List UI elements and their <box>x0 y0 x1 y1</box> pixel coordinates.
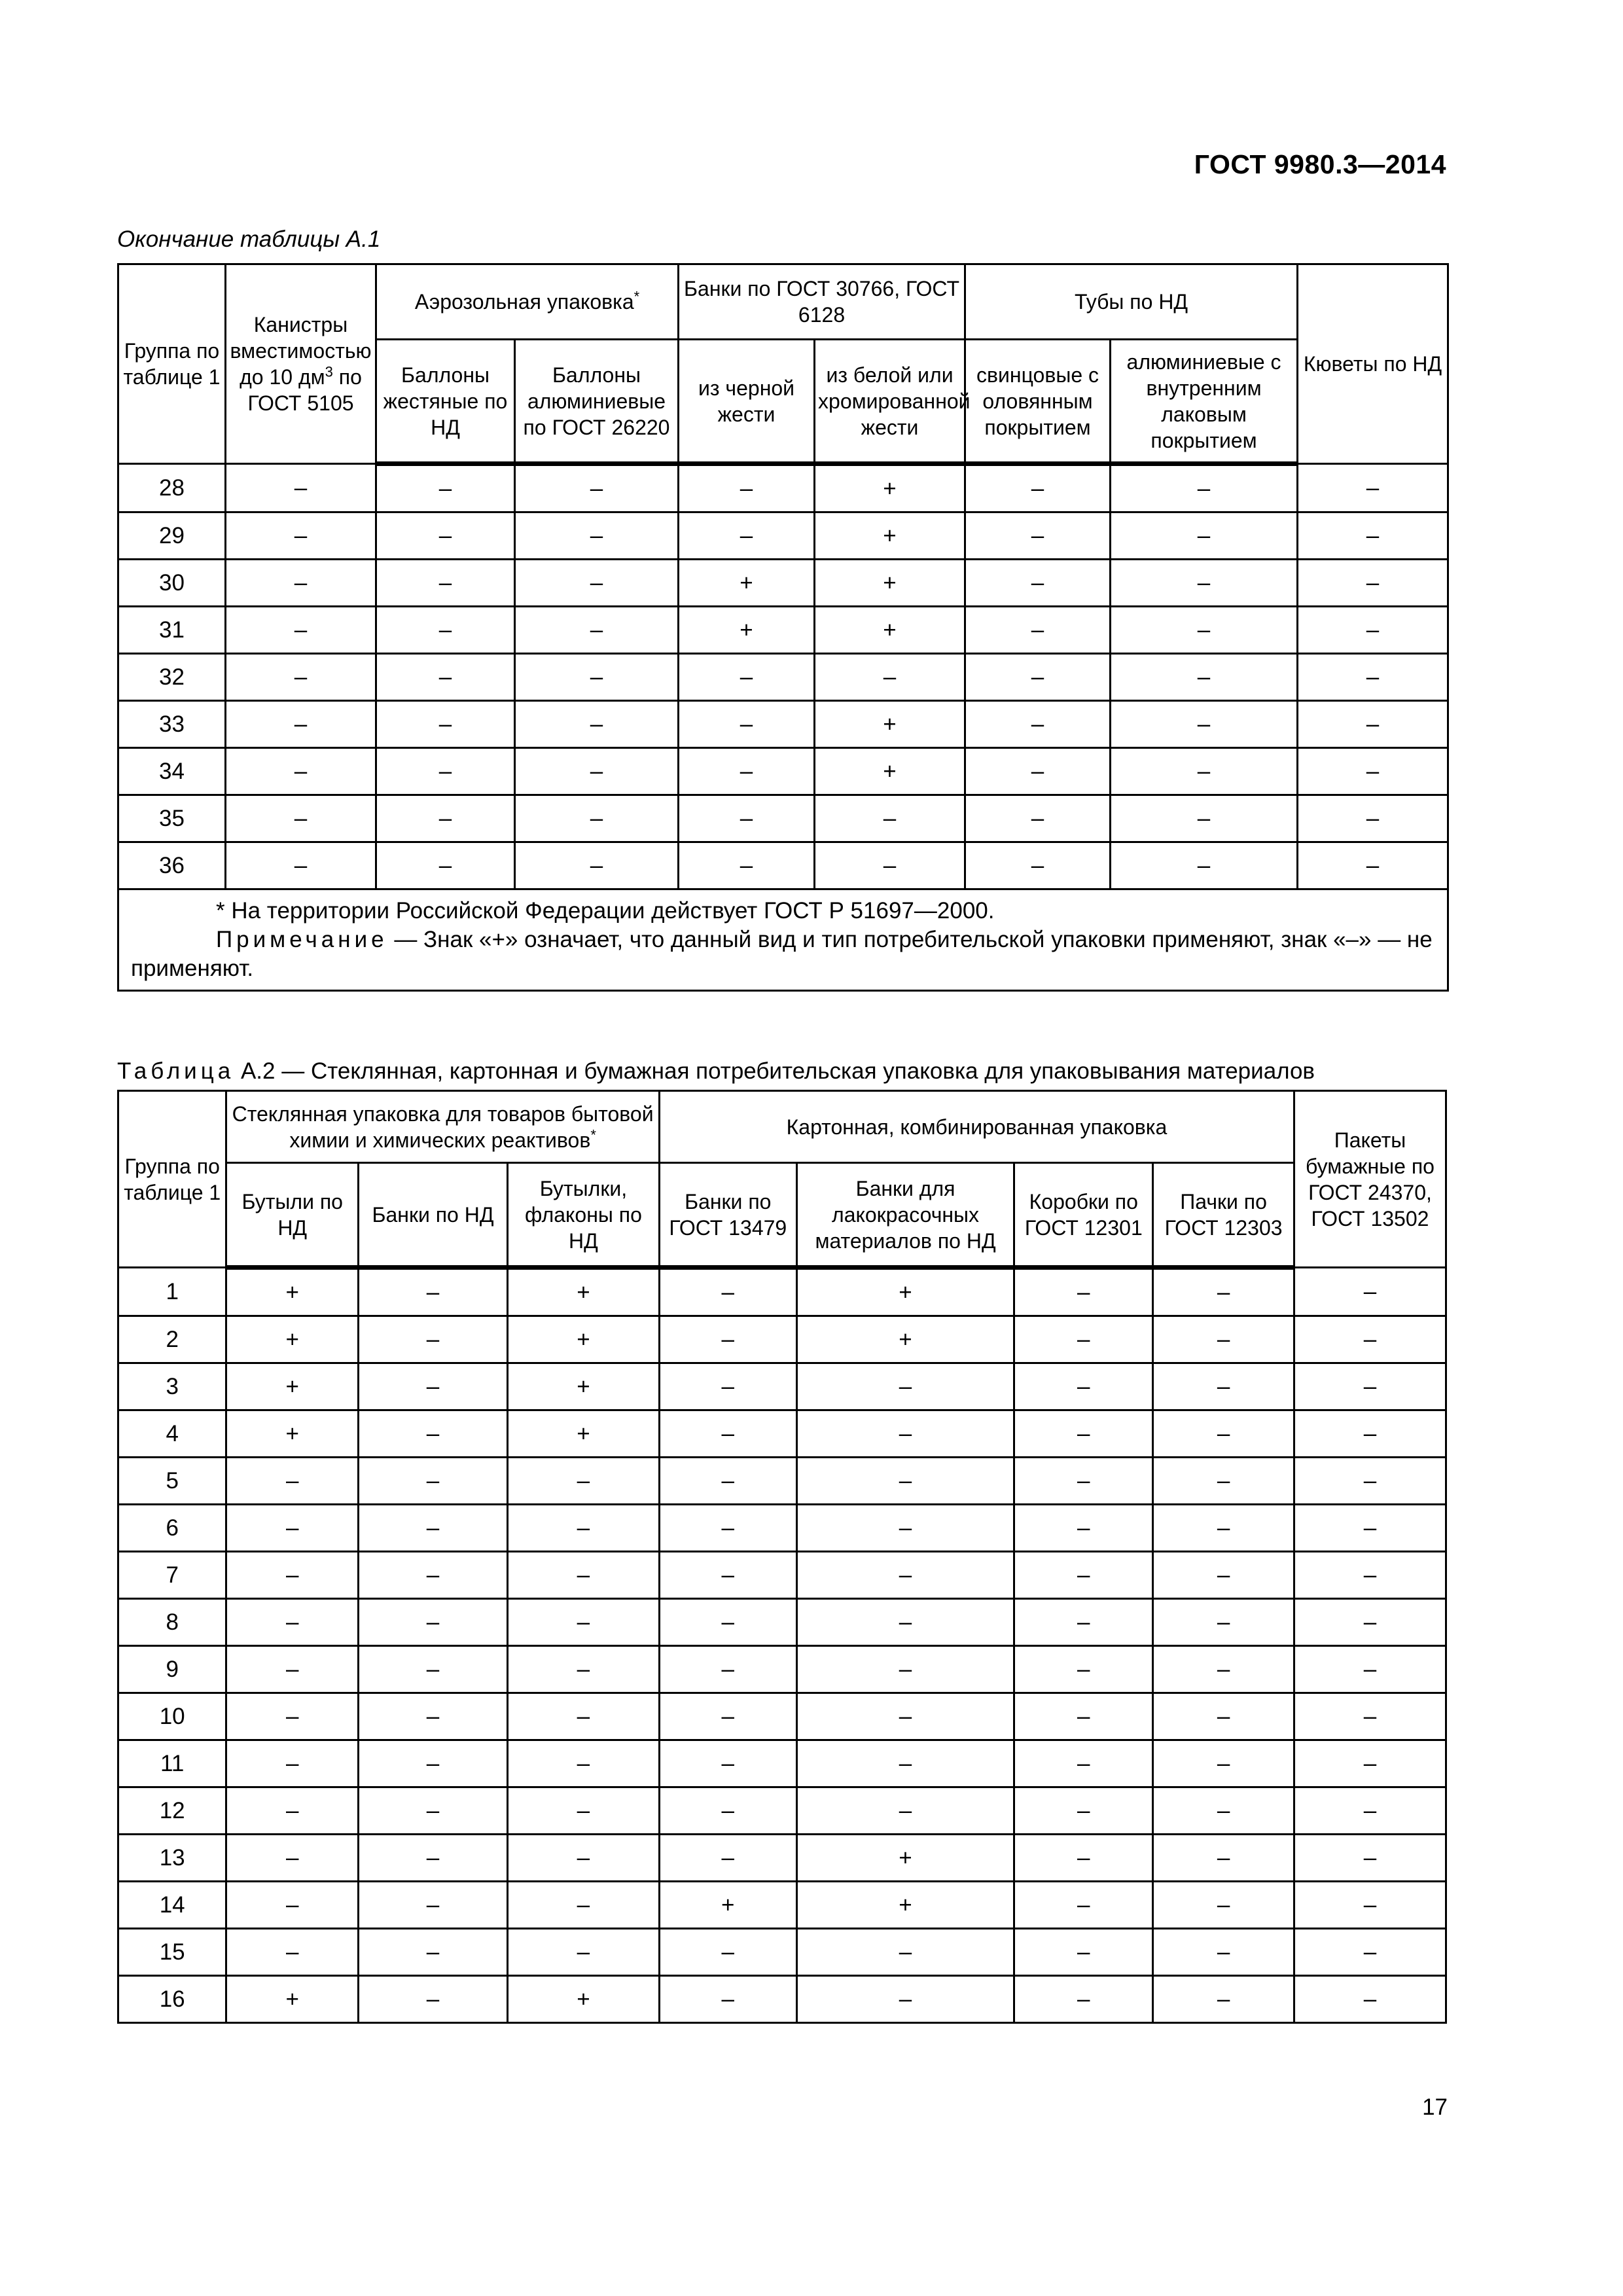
applicability-cell: – <box>1298 842 1448 889</box>
footnote: * На территории Российской Федерации действует ГОСТ Р 51697—2000. <box>216 898 995 924</box>
applicability-cell: – <box>1111 464 1298 512</box>
table-row <box>118 1505 1446 1552</box>
applicability-cell: – <box>359 1458 508 1505</box>
applicability-cell: – <box>507 1646 659 1693</box>
applicability-cell: – <box>1294 1458 1446 1505</box>
applicability-cell: – <box>1111 607 1298 654</box>
applicability-cell: + <box>226 1976 359 2023</box>
applicability-cell: – <box>1298 464 1448 512</box>
applicability-cell: – <box>679 842 815 889</box>
table-row <box>118 654 1448 701</box>
applicability-cell: – <box>965 560 1111 607</box>
applicability-cell: – <box>1298 560 1448 607</box>
applicability-cell: – <box>1294 1268 1446 1316</box>
applicability-cell: + <box>815 512 965 560</box>
applicability-cell: – <box>1294 1363 1446 1410</box>
applicability-cell: – <box>659 1976 796 2023</box>
applicability-cell: – <box>1294 1505 1446 1552</box>
applicability-cell: – <box>965 464 1111 512</box>
group-number-cell: 28 <box>118 464 226 512</box>
header-glass: Стеклянная упаковка для товаров бытовой химии и химических реактивов* <box>226 1091 660 1163</box>
table-row <box>118 1410 1446 1458</box>
applicability-cell: – <box>226 1740 359 1787</box>
applicability-cell: – <box>507 1835 659 1882</box>
applicability-cell: – <box>226 1458 359 1505</box>
header-lead-tubes: свинцовые с оловянным покрытием <box>965 340 1111 464</box>
applicability-cell: – <box>679 654 815 701</box>
applicability-cell: – <box>1153 1552 1294 1599</box>
applicability-cell: – <box>679 748 815 795</box>
table-row <box>118 1268 1446 1316</box>
table-a1 <box>117 263 1449 992</box>
applicability-cell: – <box>226 1835 359 1882</box>
applicability-cell: + <box>796 1835 1014 1882</box>
header-carton: Картонная, комбинированная упаковка <box>659 1091 1294 1163</box>
applicability-cell: + <box>507 1316 659 1363</box>
applicability-cell: – <box>359 1552 508 1599</box>
applicability-cell: – <box>1014 1882 1153 1929</box>
applicability-cell: – <box>1153 1458 1294 1505</box>
applicability-cell: + <box>679 560 815 607</box>
applicability-cell: – <box>796 1646 1014 1693</box>
applicability-cell: – <box>226 1693 359 1740</box>
table-row <box>118 1646 1446 1693</box>
applicability-cell: – <box>659 1458 796 1505</box>
applicability-cell: – <box>659 1646 796 1693</box>
applicability-cell: – <box>1014 1835 1153 1882</box>
applicability-cell: – <box>507 1740 659 1787</box>
applicability-cell: – <box>1014 1787 1153 1835</box>
applicability-cell: – <box>1153 1976 1294 2023</box>
applicability-cell: – <box>507 1505 659 1552</box>
applicability-cell: – <box>226 1646 359 1693</box>
applicability-cell: – <box>1153 1505 1294 1552</box>
group-number-cell: 2 <box>118 1316 226 1363</box>
applicability-cell: – <box>1294 1929 1446 1976</box>
applicability-cell: – <box>1294 1599 1446 1646</box>
applicability-cell: – <box>659 1787 796 1835</box>
applicability-cell: – <box>815 842 965 889</box>
group-number-cell: 16 <box>118 1976 226 2023</box>
applicability-cell: – <box>796 1740 1014 1787</box>
applicability-cell: – <box>1153 1882 1294 1929</box>
applicability-cell: – <box>796 1929 1014 1976</box>
applicability-cell: – <box>659 1693 796 1740</box>
group-number-cell: 30 <box>118 560 226 607</box>
applicability-cell: + <box>679 607 815 654</box>
header-paint-cans: Банки для лакокрасочных материалов по НД <box>796 1163 1014 1268</box>
table-row <box>118 1693 1446 1740</box>
applicability-cell: – <box>1014 1316 1153 1363</box>
applicability-cell: + <box>659 1882 796 1929</box>
table-row <box>118 1740 1446 1787</box>
applicability-cell: + <box>226 1316 359 1363</box>
applicability-cell: – <box>515 464 679 512</box>
applicability-cell: – <box>226 1787 359 1835</box>
table-row <box>118 842 1448 889</box>
table-row <box>118 1787 1446 1835</box>
applicability-cell: – <box>1298 701 1448 748</box>
applicability-cell: – <box>1153 1599 1294 1646</box>
applicability-cell: – <box>359 1505 508 1552</box>
applicability-cell: – <box>659 1929 796 1976</box>
applicability-cell: + <box>815 560 965 607</box>
applicability-cell: – <box>659 1740 796 1787</box>
group-number-cell: 31 <box>118 607 226 654</box>
group-number-cell: 13 <box>118 1835 226 1882</box>
header-boxes: Коробки по ГОСТ 12301 <box>1014 1163 1153 1268</box>
applicability-cell: – <box>359 1929 508 1976</box>
group-number-cell: 29 <box>118 512 226 560</box>
applicability-cell: – <box>1294 1976 1446 2023</box>
header-cuvettes: Кюветы по НД <box>1298 264 1448 464</box>
table-row <box>118 1552 1446 1599</box>
applicability-cell: + <box>796 1882 1014 1929</box>
applicability-cell: – <box>376 795 515 842</box>
applicability-cell: – <box>796 1458 1014 1505</box>
header-jars: Банки по НД <box>359 1163 508 1268</box>
table-a2-caption: Таблица А.2 — Стеклянная, картонная и бумажная потребительская упаковка для упаковывания материалов <box>117 1058 1315 1084</box>
group-number-cell: 14 <box>118 1882 226 1929</box>
applicability-cell: – <box>965 701 1111 748</box>
applicability-cell: – <box>1111 654 1298 701</box>
applicability-cell: – <box>515 701 679 748</box>
applicability-cell: – <box>796 1976 1014 2023</box>
applicability-cell: – <box>1153 1646 1294 1693</box>
applicability-cell: – <box>1153 1740 1294 1787</box>
applicability-cell: – <box>796 1693 1014 1740</box>
applicability-cell: – <box>1014 1976 1153 2023</box>
applicability-cell: – <box>359 1599 508 1646</box>
applicability-cell: – <box>1153 1268 1294 1316</box>
applicability-cell: – <box>1014 1458 1153 1505</box>
applicability-cell: – <box>515 748 679 795</box>
table-row <box>118 701 1448 748</box>
applicability-cell: – <box>1014 1929 1153 1976</box>
applicability-cell: + <box>796 1316 1014 1363</box>
note: Примечание — Знак «+» означает, что данный вид и тип потребительской упаковки применяют, знак «–» — не применяют. <box>131 927 1433 981</box>
group-number-cell: 4 <box>118 1410 226 1458</box>
table-row <box>118 1599 1446 1646</box>
applicability-cell: – <box>515 842 679 889</box>
applicability-cell: + <box>815 464 965 512</box>
table-row <box>118 1929 1446 1976</box>
applicability-cell: – <box>515 607 679 654</box>
applicability-cell: – <box>226 1929 359 1976</box>
header-cans-13479: Банки по ГОСТ 13479 <box>659 1163 796 1268</box>
applicability-cell: – <box>507 1693 659 1740</box>
applicability-cell: – <box>1294 1787 1446 1835</box>
table-a1-caption: Окончание таблицы А.1 <box>117 226 381 252</box>
applicability-cell: – <box>679 464 815 512</box>
applicability-cell: – <box>226 560 376 607</box>
applicability-cell: – <box>1298 607 1448 654</box>
applicability-cell: – <box>515 654 679 701</box>
applicability-cell: – <box>796 1552 1014 1599</box>
table-row <box>118 512 1448 560</box>
applicability-cell: – <box>679 795 815 842</box>
applicability-cell: – <box>226 1552 359 1599</box>
applicability-cell: – <box>226 464 376 512</box>
header-tubes: Тубы по НД <box>965 264 1298 340</box>
applicability-cell: – <box>796 1410 1014 1458</box>
header-canisters: Канистры вместимостью до 10 $дм^3$ по ГОСТ 5105 <box>226 264 376 464</box>
applicability-cell: – <box>1153 1929 1294 1976</box>
group-number-cell: 7 <box>118 1552 226 1599</box>
applicability-cell: – <box>376 607 515 654</box>
applicability-cell: – <box>965 795 1111 842</box>
applicability-cell: – <box>1153 1693 1294 1740</box>
applicability-cell: – <box>226 512 376 560</box>
applicability-cell: – <box>1111 842 1298 889</box>
applicability-cell: – <box>1298 795 1448 842</box>
header-group: Группа по таблице 1 <box>118 264 226 464</box>
applicability-cell: – <box>796 1787 1014 1835</box>
header-packs: Пачки по ГОСТ 12303 <box>1153 1163 1294 1268</box>
header-black-tin: из черной жести <box>679 340 815 464</box>
table-row <box>118 1458 1446 1505</box>
table-row <box>118 1835 1446 1882</box>
applicability-cell: + <box>226 1268 359 1316</box>
applicability-cell: – <box>1014 1363 1153 1410</box>
applicability-cell: – <box>1111 560 1298 607</box>
applicability-cell: – <box>659 1316 796 1363</box>
header-tin-cylinders: Баллоны жестяные по НД <box>376 340 515 464</box>
applicability-cell: – <box>1153 1316 1294 1363</box>
applicability-cell: – <box>359 1268 508 1316</box>
applicability-cell: – <box>376 701 515 748</box>
table-a1-notes <box>118 889 1448 991</box>
applicability-cell: – <box>815 654 965 701</box>
table-row <box>118 748 1448 795</box>
applicability-cell: – <box>359 1787 508 1835</box>
applicability-cell: – <box>1294 1882 1446 1929</box>
applicability-cell: – <box>376 512 515 560</box>
applicability-cell: – <box>965 748 1111 795</box>
applicability-cell: – <box>376 464 515 512</box>
group-number-cell: 12 <box>118 1787 226 1835</box>
group-number-cell: 3 <box>118 1363 226 1410</box>
applicability-cell: + <box>507 1363 659 1410</box>
applicability-cell: – <box>1294 1835 1446 1882</box>
applicability-cell: – <box>659 1835 796 1882</box>
applicability-cell: – <box>515 512 679 560</box>
applicability-cell: – <box>1014 1410 1153 1458</box>
applicability-cell: – <box>1298 748 1448 795</box>
applicability-cell: – <box>1014 1646 1153 1693</box>
applicability-cell: – <box>796 1363 1014 1410</box>
applicability-cell: – <box>1111 748 1298 795</box>
applicability-cell: + <box>226 1363 359 1410</box>
table-row <box>118 1363 1446 1410</box>
applicability-cell: – <box>1111 795 1298 842</box>
applicability-cell: – <box>226 795 376 842</box>
header-group: Группа по таблице 1 <box>118 1091 226 1268</box>
table-row <box>118 795 1448 842</box>
applicability-cell: – <box>1294 1316 1446 1363</box>
applicability-cell: – <box>376 842 515 889</box>
applicability-cell: – <box>226 842 376 889</box>
applicability-cell: + <box>815 701 965 748</box>
applicability-cell: – <box>1298 512 1448 560</box>
group-number-cell: 35 <box>118 795 226 842</box>
header-cans: Банки по ГОСТ 30766, ГОСТ 6128 <box>679 264 965 340</box>
group-number-cell: 32 <box>118 654 226 701</box>
applicability-cell: – <box>376 654 515 701</box>
applicability-cell: – <box>226 607 376 654</box>
applicability-cell: – <box>1014 1505 1153 1552</box>
applicability-cell: – <box>359 1410 508 1458</box>
applicability-cell: + <box>507 1410 659 1458</box>
applicability-cell: – <box>815 795 965 842</box>
group-number-cell: 10 <box>118 1693 226 1740</box>
applicability-cell: – <box>1111 701 1298 748</box>
applicability-cell: – <box>1153 1835 1294 1882</box>
applicability-cell: – <box>1294 1646 1446 1693</box>
group-number-cell: 6 <box>118 1505 226 1552</box>
applicability-cell: – <box>359 1316 508 1363</box>
applicability-cell: – <box>359 1693 508 1740</box>
applicability-cell: – <box>1153 1787 1294 1835</box>
applicability-cell: – <box>1298 654 1448 701</box>
applicability-cell: – <box>1014 1740 1153 1787</box>
applicability-cell: – <box>1014 1599 1153 1646</box>
table-row <box>118 1976 1446 2023</box>
table-a2 <box>117 1090 1447 2024</box>
applicability-cell: – <box>507 1787 659 1835</box>
applicability-cell: – <box>679 701 815 748</box>
applicability-cell: – <box>659 1410 796 1458</box>
applicability-cell: – <box>1111 512 1298 560</box>
table-row <box>118 607 1448 654</box>
applicability-cell: + <box>796 1268 1014 1316</box>
applicability-cell: – <box>359 1835 508 1882</box>
applicability-cell: – <box>1014 1552 1153 1599</box>
applicability-cell: – <box>965 607 1111 654</box>
table-row <box>118 1882 1446 1929</box>
header-aerosol: Аэрозольная упаковка* <box>376 264 679 340</box>
applicability-cell: – <box>679 512 815 560</box>
header-flasks: Бутылки, флаконы по НД <box>507 1163 659 1268</box>
applicability-cell: – <box>796 1599 1014 1646</box>
applicability-cell: – <box>359 1976 508 2023</box>
header-white-tin: из белой или хромированной жести <box>815 340 965 464</box>
applicability-cell: – <box>965 654 1111 701</box>
group-number-cell: 5 <box>118 1458 226 1505</box>
applicability-cell: – <box>507 1599 659 1646</box>
table-row <box>118 560 1448 607</box>
applicability-cell: – <box>965 842 1111 889</box>
table-row <box>118 1316 1446 1363</box>
applicability-cell: + <box>815 748 965 795</box>
applicability-cell: + <box>507 1268 659 1316</box>
applicability-cell: – <box>226 701 376 748</box>
group-number-cell: 33 <box>118 701 226 748</box>
group-number-cell: 15 <box>118 1929 226 1976</box>
applicability-cell: – <box>359 1363 508 1410</box>
group-number-cell: 8 <box>118 1599 226 1646</box>
group-number-cell: 9 <box>118 1646 226 1693</box>
applicability-cell: – <box>659 1268 796 1316</box>
applicability-cell: – <box>659 1552 796 1599</box>
table-row <box>118 464 1448 512</box>
header-al-cylinders: Баллоны алюминиевые по ГОСТ 26220 <box>515 340 679 464</box>
document-code: ГОСТ 9980.3—2014 <box>1194 149 1446 179</box>
applicability-cell: – <box>1014 1693 1153 1740</box>
applicability-cell: – <box>659 1363 796 1410</box>
applicability-cell: – <box>1153 1363 1294 1410</box>
applicability-cell: – <box>226 654 376 701</box>
applicability-cell: – <box>359 1646 508 1693</box>
applicability-cell: – <box>659 1599 796 1646</box>
applicability-cell: – <box>796 1505 1014 1552</box>
applicability-cell: + <box>226 1410 359 1458</box>
applicability-cell: – <box>376 748 515 795</box>
header-paper-bags: Пакеты бумажные по ГОСТ 24370, ГОСТ 13502 <box>1294 1091 1446 1268</box>
applicability-cell: – <box>1294 1552 1446 1599</box>
applicability-cell: – <box>226 1505 359 1552</box>
applicability-cell: – <box>507 1458 659 1505</box>
applicability-cell: – <box>965 512 1111 560</box>
applicability-cell: + <box>507 1976 659 2023</box>
applicability-cell: – <box>376 560 515 607</box>
header-bottles: Бутыли по НД <box>226 1163 359 1268</box>
applicability-cell: – <box>1294 1693 1446 1740</box>
header-al-tubes: алюминиевые с внутренним лаковым покрытием <box>1111 340 1298 464</box>
applicability-cell: – <box>226 1599 359 1646</box>
applicability-cell: – <box>659 1505 796 1552</box>
applicability-cell: – <box>359 1740 508 1787</box>
applicability-cell: – <box>507 1882 659 1929</box>
applicability-cell: – <box>1294 1410 1446 1458</box>
applicability-cell: – <box>515 560 679 607</box>
group-number-cell: 11 <box>118 1740 226 1787</box>
applicability-cell: – <box>226 1882 359 1929</box>
page-number: 17 <box>1422 2094 1448 2120</box>
applicability-cell: – <box>1294 1740 1446 1787</box>
applicability-cell: – <box>1014 1268 1153 1316</box>
applicability-cell: – <box>1153 1410 1294 1458</box>
applicability-cell: + <box>815 607 965 654</box>
applicability-cell: – <box>507 1929 659 1976</box>
group-number-cell: 34 <box>118 748 226 795</box>
applicability-cell: – <box>226 748 376 795</box>
applicability-cell: – <box>507 1552 659 1599</box>
group-number-cell: 36 <box>118 842 226 889</box>
applicability-cell: – <box>515 795 679 842</box>
group-number-cell: 1 <box>118 1268 226 1316</box>
applicability-cell: – <box>359 1882 508 1929</box>
